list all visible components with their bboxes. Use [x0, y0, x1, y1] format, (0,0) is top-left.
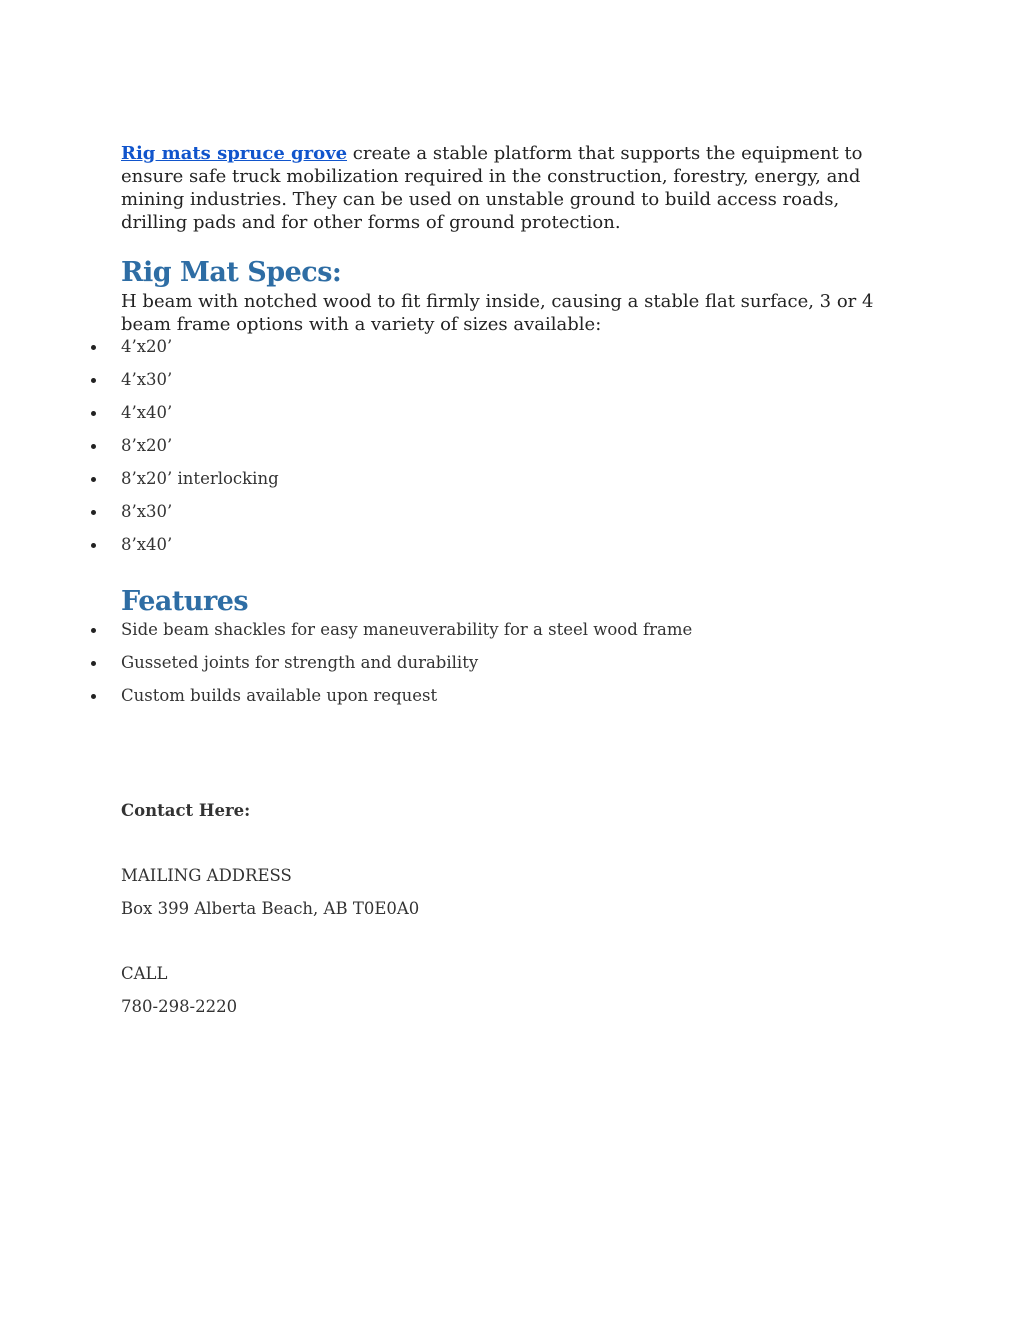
list-item [121, 619, 911, 652]
list-item [121, 435, 911, 468]
bullet-icon [91, 345, 96, 350]
specs-heading: Rig Mat Specs: [121, 257, 342, 288]
size-label: 8’x20’ [121, 436, 173, 455]
bullet-icon [91, 661, 96, 666]
bullet-icon [91, 694, 96, 699]
size-label: 4’x40’ [121, 403, 173, 422]
feature-label: Side beam shackles for easy maneuverability for a steel wood frame [121, 620, 693, 639]
list-item [121, 501, 911, 534]
features-heading: Features [121, 586, 249, 617]
call-label: CALL [121, 964, 168, 983]
phone-number: 780-298-2220 [121, 997, 238, 1016]
list-item [121, 652, 911, 685]
mailing-address-value: Box 399 Alberta Beach, AB T0E0A0 [121, 899, 420, 918]
features-list [121, 619, 911, 718]
rig-mats-link[interactable]: Rig mats spruce grove [121, 143, 348, 164]
list-item [121, 369, 911, 402]
size-label: 8’x30’ [121, 502, 173, 521]
bullet-icon [91, 477, 96, 482]
size-label: 4’x30’ [121, 370, 173, 389]
specs-description: H beam with notched wood to fit firmly inside, causing a stable flat surface, 3 or 4 beam frame options with a variety of sizes available: [121, 291, 874, 335]
feature-label: Gusseted joints for strength and durability [121, 653, 479, 672]
list-item [121, 534, 911, 567]
bullet-icon [91, 411, 96, 416]
bullet-icon [91, 543, 96, 548]
contact-label: Contact Here: [121, 801, 251, 820]
bullet-icon [91, 510, 96, 515]
bullet-icon [91, 628, 96, 633]
list-item [121, 402, 911, 435]
sizes-list [121, 336, 911, 567]
mailing-address-label: MAILING ADDRESS [121, 866, 292, 885]
contact-section [121, 800, 419, 1018]
bullet-icon [91, 444, 96, 449]
size-label: 4’x20’ [121, 337, 173, 356]
feature-label: Custom builds available upon request [121, 686, 438, 705]
intro-paragraph [121, 142, 911, 234]
document-body [121, 142, 911, 1016]
list-item [121, 685, 911, 718]
size-label: 8’x20’ interlocking [121, 469, 279, 488]
intro-text: create a stable platform that supports the equipment to ensure safe truck mobilization required in the construction, forestry, energy, and mining industries. They can be used on unstable ground to build access roads, drilling pads and for other forms of ground protection. [121, 143, 863, 233]
size-label: 8’x40’ [121, 535, 173, 554]
bullet-icon [91, 378, 96, 383]
list-item [121, 468, 911, 501]
list-item [121, 336, 911, 369]
